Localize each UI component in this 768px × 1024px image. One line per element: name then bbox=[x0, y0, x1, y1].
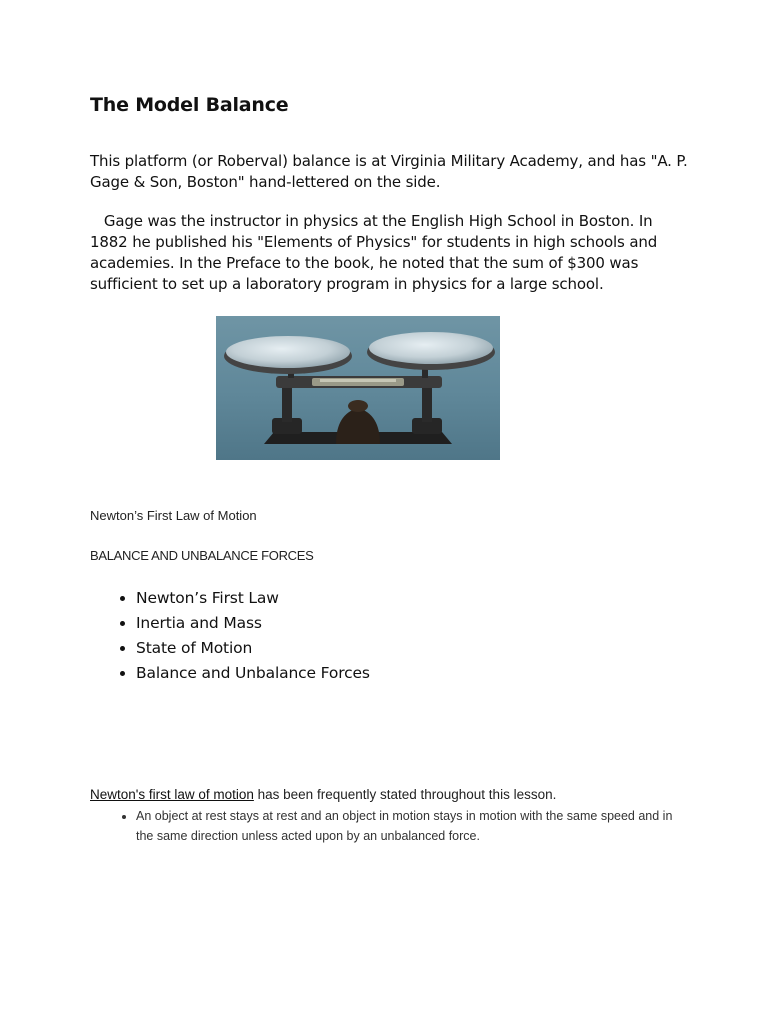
topic-item: • State of Motion bbox=[136, 636, 370, 661]
law-link[interactable]: Newton's first law of motion bbox=[90, 787, 254, 802]
topic-item: • Balance and Unbalance Forces bbox=[136, 661, 370, 686]
law-statement bbox=[90, 787, 556, 802]
balance-photo bbox=[216, 316, 500, 460]
page-title: The Model Balance bbox=[90, 94, 289, 116]
law-statement-text: has been frequently stated throughout this lesson. bbox=[253, 787, 557, 802]
topic-item: • Newton’s First Law bbox=[136, 586, 370, 611]
topic-list bbox=[112, 586, 370, 686]
subsection-heading: BALANCE AND UNBALANCE FORCES bbox=[90, 548, 314, 563]
section-heading: Newton’s First Law of Motion bbox=[90, 508, 257, 523]
law-list bbox=[112, 806, 676, 846]
history-paragraph: Gage was the instructor in physics at the English High School in Boston. In 1882 he published his "Elements of Physics" for students in high schools and academies. In the Preface to the book, he noted that the sum of $300 was sufficient to set up a laboratory program in physics for a large school. bbox=[90, 212, 662, 293]
topic-item: • Inertia and Mass bbox=[136, 611, 370, 636]
balance-illustration bbox=[216, 316, 500, 460]
intro-paragraph: This platform (or Roberval) balance is at Virginia Military Academy, and has "A. P. Gage & Son, Boston" hand-lettered on the side. bbox=[90, 152, 688, 191]
law-item: • An object at rest stays at rest and an object in motion stays in motion with the same speed and in the same direction unless acted upon by an unbalanced force. bbox=[136, 806, 676, 846]
